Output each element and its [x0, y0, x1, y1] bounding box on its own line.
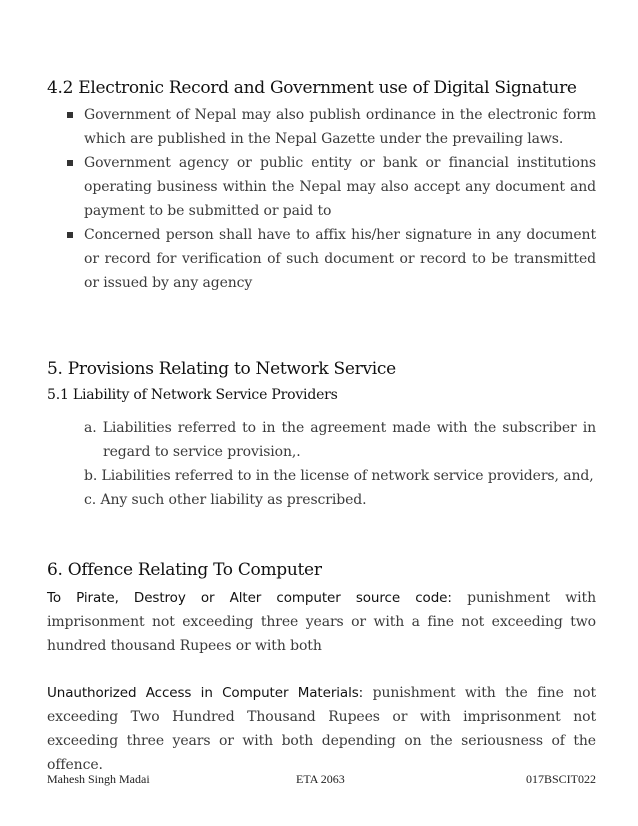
list-item: a. Liabilities referred to in the agreement made with the subscriber in regard to service provision,.	[84, 420, 596, 460]
list-item: c. Any such other liability as prescribed.	[84, 492, 367, 508]
offence-lead: Unauthorized Access in Computer Materials:	[47, 685, 364, 701]
footer-title: ETA 2063	[296, 772, 345, 786]
bullet-icon	[67, 232, 73, 238]
footer-id: 017BSCIT022	[525, 772, 596, 786]
section-5-1-subheading: 5.1 Liability of Network Service Providers	[47, 387, 338, 403]
section-4-2-heading: 4.2 Electronic Record and Government use of Digital Signature	[47, 78, 577, 98]
list-item: Government agency or public entity or bank or financial institutions operating business within the Nepal may also accept any document and payment to be submitted or paid to	[84, 155, 596, 219]
offence-text: punishment with imprisonment not exceeding three years or with a fine not exceeding two hundred thousand Rupees or with both	[47, 590, 597, 654]
offence-lead: To Pirate, Destroy or Alter computer source code:	[47, 590, 452, 606]
list-item: Concerned person shall have to affix his/her signature in any document or record for verification of such document or record to be transmitted or issued by any agency	[84, 227, 596, 291]
list-item: b. Liabilities referred to in the license of network service providers, and,	[84, 468, 594, 484]
footer-author: Mahesh Singh Madai	[47, 772, 150, 786]
offence-paragraph	[47, 586, 596, 658]
section-5-heading: 5. Provisions Relating to Network Service	[47, 359, 396, 379]
offence-paragraph	[47, 681, 596, 777]
bullet-icon	[67, 112, 73, 118]
bullet-icon	[67, 160, 73, 166]
list-item: Government of Nepal may also publish ordinance in the electronic form which are published in the Nepal Gazette under the prevailing laws.	[84, 107, 596, 147]
section-6-heading: 6. Offence Relating To Computer	[47, 560, 322, 580]
offence-text: punishment with the fine not exceeding Two Hundred Thousand Rupees or with imprisonment not exceeding three years or with both depending on the seriousness of the offence.	[47, 685, 596, 773]
